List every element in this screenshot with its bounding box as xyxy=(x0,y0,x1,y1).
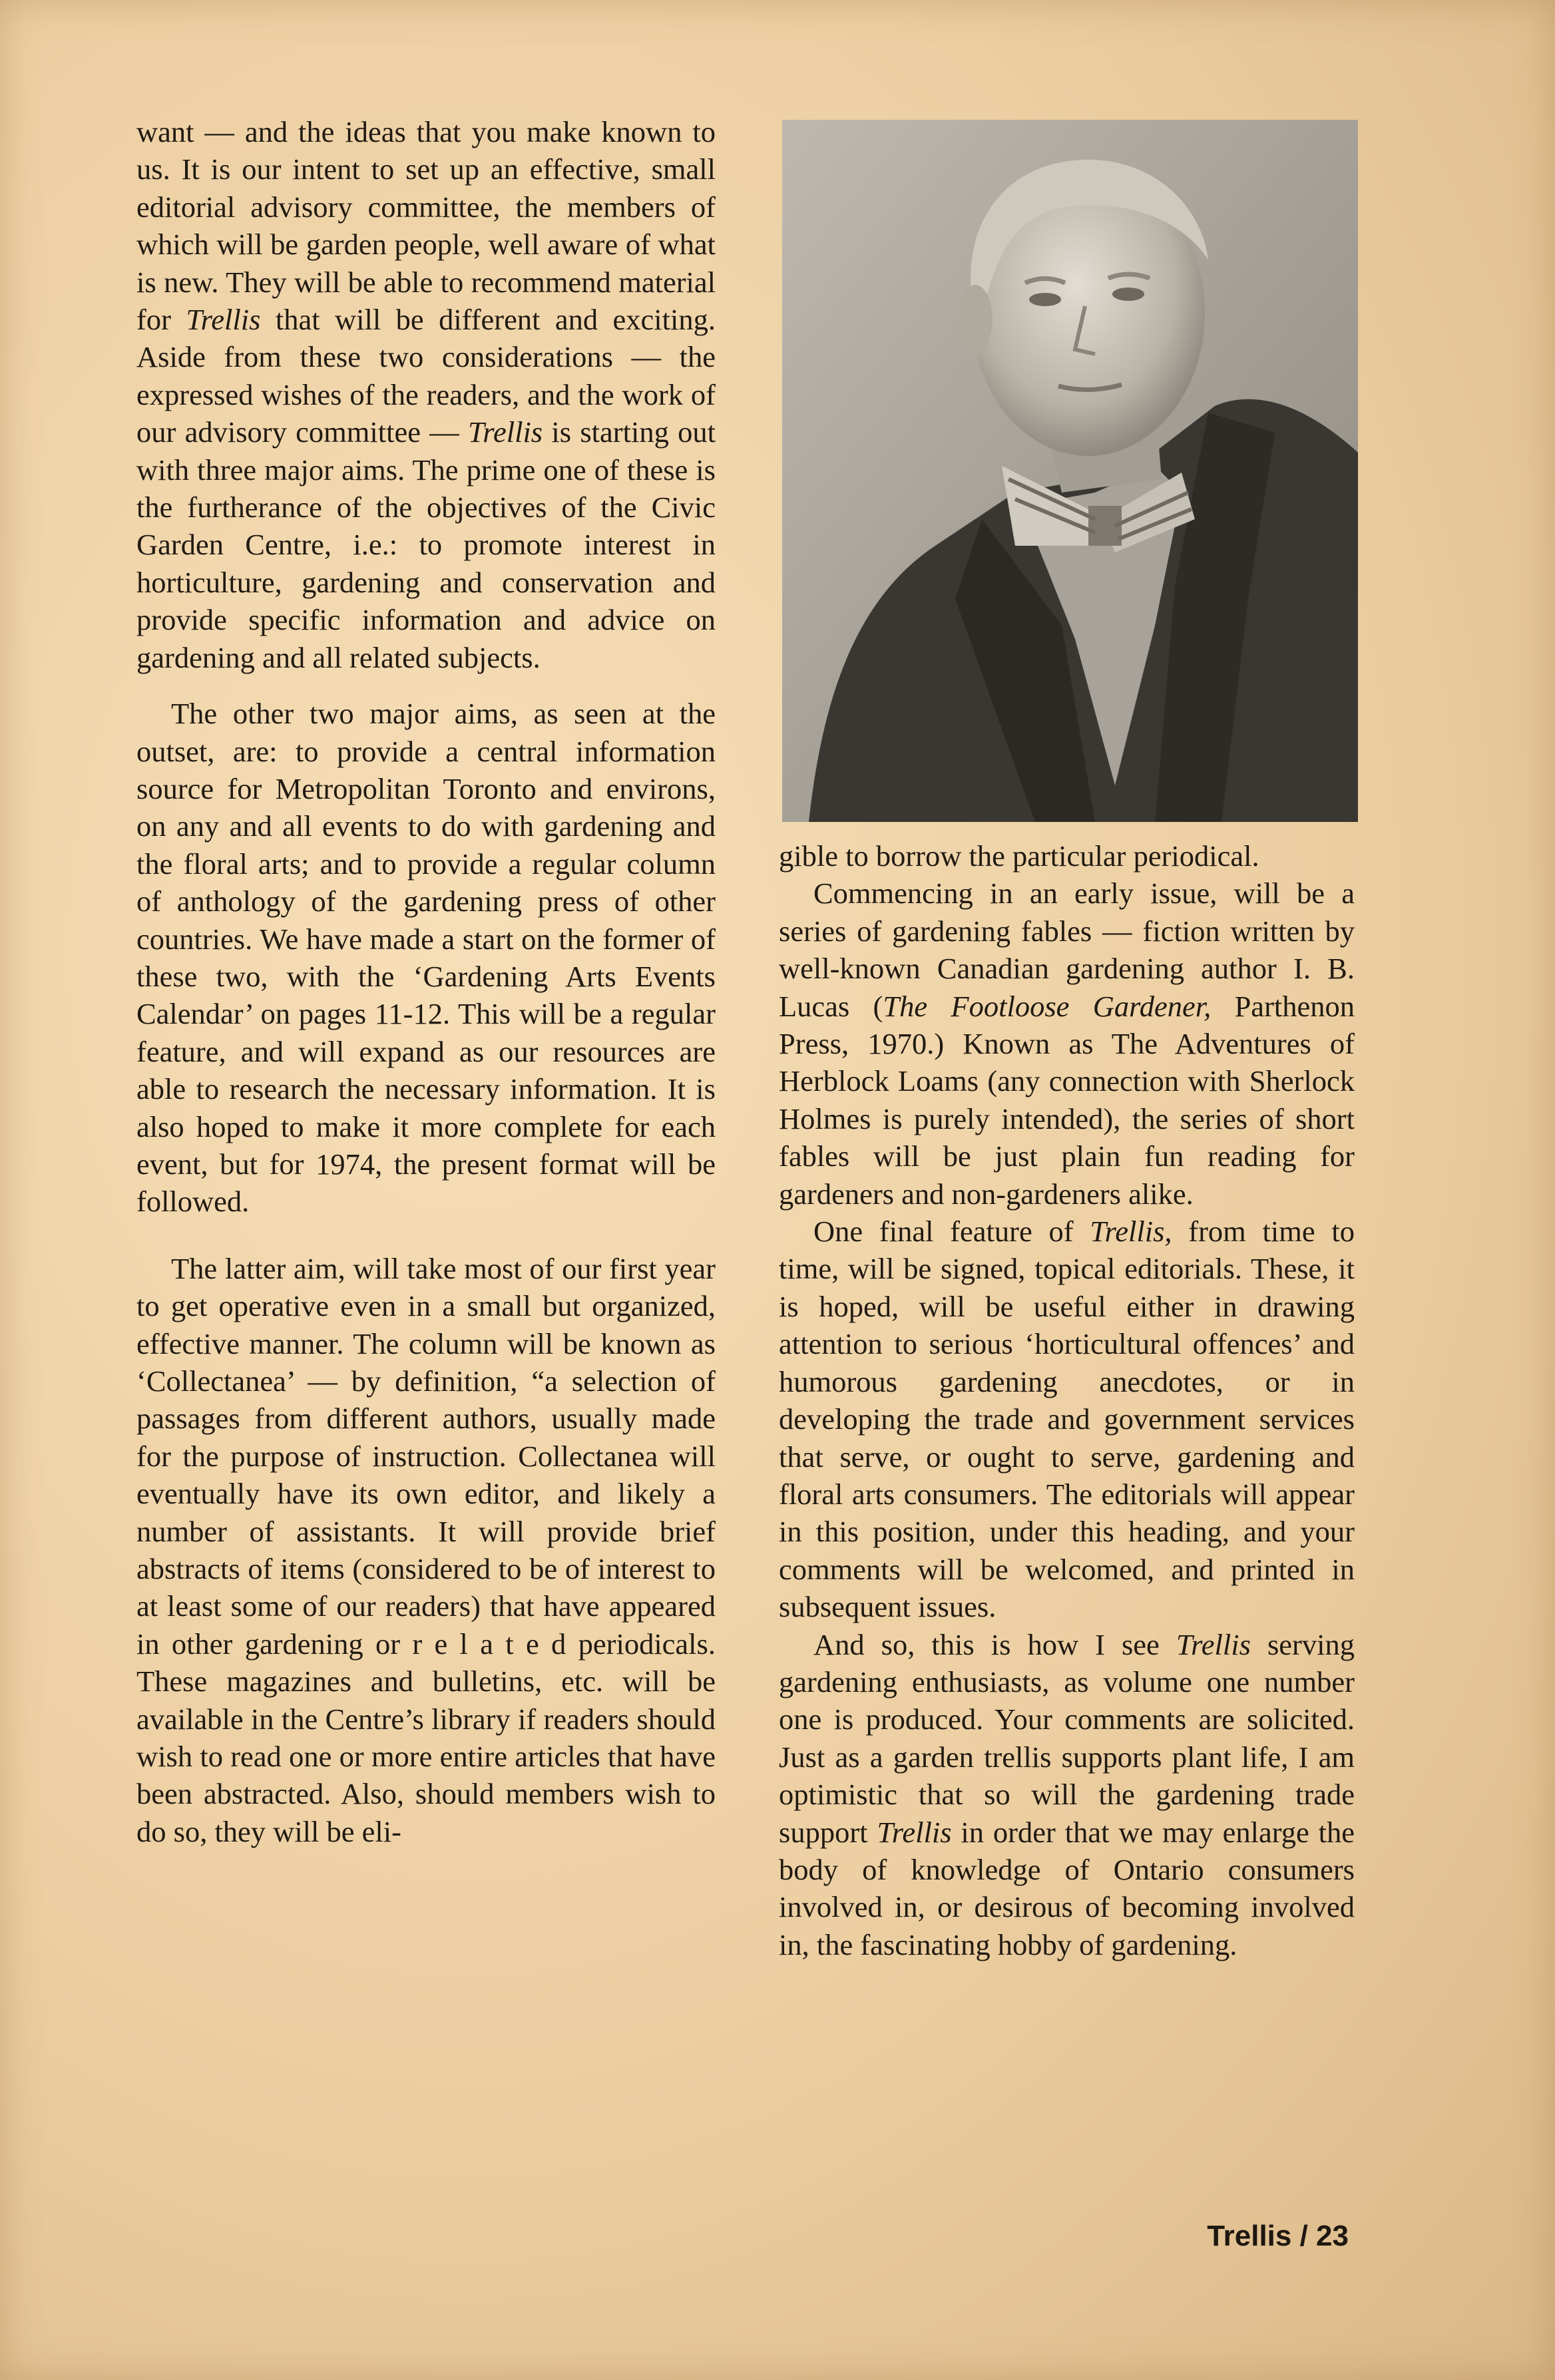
left-column xyxy=(136,113,716,1850)
left-paragraph-1: want — and the ideas that you make known to us. It is our intent to set up an effective, small editorial advisory committee, the members of which will be garden people, well aware of what is new. They will be able to recommend material for Trellis that will be different and exciting. Aside from these two considerations — the expressed wishes of the readers, and the work of our advisory committee — Trellis is starting out with three major aims. The prime one of these is the furtherance of the objectives of the Civic Garden Centre, i.e.: to promote interest in horticulture, gardening and conservation and provide specific information and advice on gardening and all related subjects. xyxy=(136,115,716,674)
left-paragraph-3: The latter aim, will take most of our first year to get operative even in a small but organized, effective manner. The column will be known as ‘Collectanea’ — by definition, “a selection of passages from different authors, usually made for the purpose of instruction. Collectanea will eventually have its own editor, and likely a number of assistants. It will provide brief abstracts of items (considered to be of interest to at least some of our readers) that have appeared in other gardening or r e l a t e d periodicals. These magazines and bulletins, etc. will be available in the Centre’s library if readers should wish to read one or more entire articles that have been abstracted. Also, should members wish to do so, they will be eli- xyxy=(136,1251,716,1848)
portrait-illustration xyxy=(782,120,1358,822)
portrait-photo xyxy=(782,120,1358,822)
right-paragraph-4: And so, this is how I see Trellis serving gardening enthusiasts, as volume one number one is produced. Your comments are solicited. Just as a garden trellis supports plant life, I am optimistic that so will the gardening trade support Trellis in order that we may enlarge the body of knowledge of Ontario consumers involved in, or desirous of becoming involved in, the fascinating hobby of gardening. xyxy=(779,1627,1355,1961)
left-paragraph-2: The other two major aims, as seen at the outset, are: to provide a central information source for Metropolitan Toronto and environs, on any and all events to do with gardening and the floral arts; and to provide a regular column of anthology of the gardening press of other countries. We have made a start on the former of these two, with the ‘Gardening Arts Events Calendar’ on pages 11-12. This will be a regular feature, and will expand as our resources are able to research the necessary information. It is also hoped to make it more complete for each event, but for 1974, the present format will be followed. xyxy=(136,697,716,1219)
right-paragraph-3: One final feature of Trellis, from time to time, will be signed, topical editorials. These, it is hoped, will be useful either in drawing attention to serious ‘horticultural offences’ and humorous gardening anecdotes, or in developing the trade and government services that serve, or ought to serve, gardening and floral arts consumers. The editorials will appear in this position, under this heading, and your comments will be welcomed, and printed in subsequent issues. xyxy=(779,1215,1355,1624)
right-paragraph-1: gible to borrow the particular periodical. xyxy=(779,839,1259,873)
right-paragraph-2: Commencing in an early issue, will be a series of gardening fables — fiction written by well-known Canadian gardening author I. B. Lucas (The Footloose Gardener, Parthenon Press, 1970.) Known as The Adventures of Herblock Loams (any connection with Sherlock Holmes is purely intended), the series of short fables will be just plain fun reading for gardeners and non-gardeners alike. xyxy=(779,877,1355,1211)
page-folio: Trellis / 23 xyxy=(1207,2220,1349,2252)
right-column xyxy=(779,837,1355,1963)
